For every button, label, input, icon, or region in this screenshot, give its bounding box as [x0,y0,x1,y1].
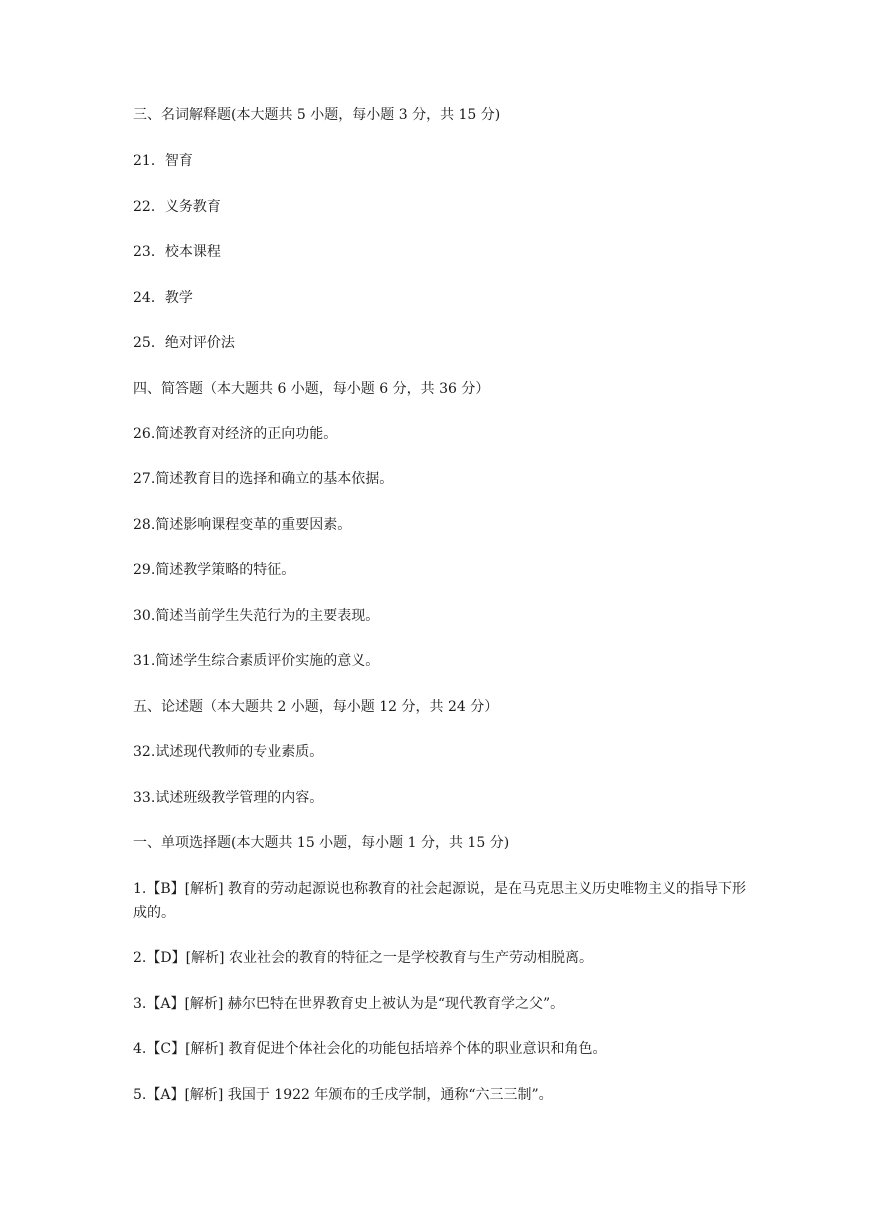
question-item: 30.简述当前学生失范行为的主要表现。 [133,608,380,624]
section-heading-essay: 五、论述题（本大题共 2 小题，每小题 12 分，共 24 分） [133,699,499,715]
question-item: 27.简述教育目的选择和确立的基本依据。 [133,471,394,487]
question-item: 33.试述班级教学管理的内容。 [133,790,324,806]
section-heading-answers-single-choice: 一、单项选择题(本大题共 15 小题，每小题 1 分，共 15 分) [133,835,510,851]
answer-item: 4.【C】[解析] 教育促进个体社会化的功能包括培养个体的职业意识和角色。 [133,1041,607,1057]
answer-item: 5.【A】[解析] 我国于 1922 年颁布的壬戌学制，通称“六三三制”。 [133,1087,553,1103]
section-heading-term-explanation: 三、名词解释题(本大题共 5 小题，每小题 3 分，共 15 分) [133,107,501,123]
answer-item: 2.【D】[解析] 农业社会的教育的特征之一是学校教育与生产劳动相脱离。 [133,950,593,966]
question-item: 21．智育 [133,153,193,169]
question-item: 22．义务教育 [133,199,221,215]
question-item: 31.简述学生综合素质评价实施的意义。 [133,653,380,669]
question-item: 28.简述影响课程变革的重要因素。 [133,517,352,533]
question-item: 23．校本课程 [133,244,221,260]
answer-item: 1.【B】[解析] 教育的劳动起源说也称教育的社会起源说，是在马克思主义历史唯物主义的指导下形成的。 [133,881,747,921]
section-heading-short-answer: 四、简答题（本大题共 6 小题，每小题 6 分，共 36 分） [133,381,490,397]
question-item: 25．绝对评价法 [133,335,235,351]
question-item: 29.简述教学策略的特征。 [133,562,296,578]
question-item: 24．教学 [133,290,193,306]
question-item: 26.简述教育对经济的正向功能。 [133,426,338,442]
question-item: 32.试述现代教师的专业素质。 [133,744,324,760]
answer-item: 3.【A】[解析] 赫尔巴特在世界教育史上被认为是“现代教育学之父”。 [133,996,565,1012]
